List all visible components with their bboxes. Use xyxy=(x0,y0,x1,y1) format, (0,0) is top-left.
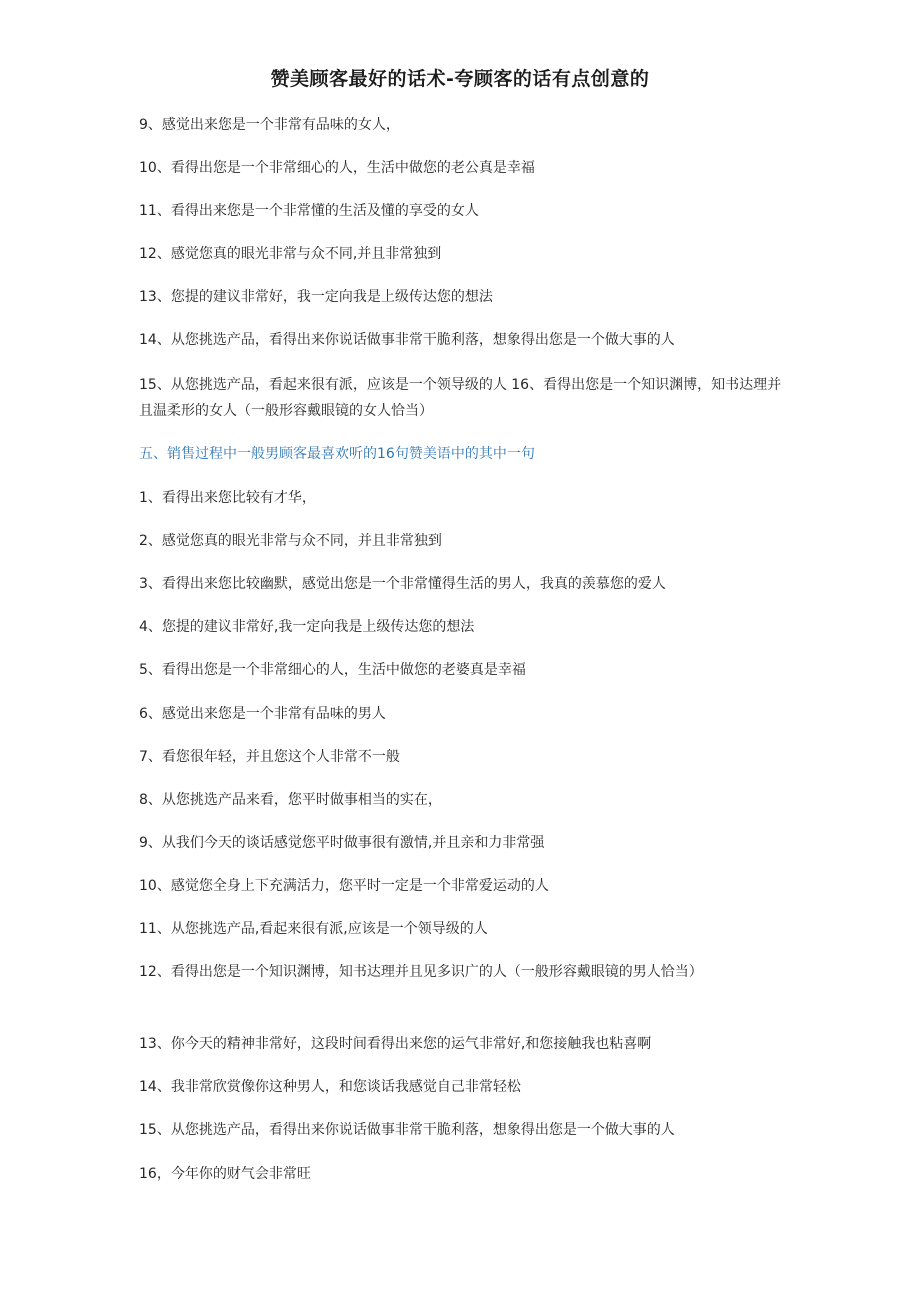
list-item: 8、从您挑选产品来看，您平时做事相当的实在， xyxy=(139,792,442,808)
list-item: 14、从您挑选产品，看得出来你说话做事非常干脆利落，想象得出您是一个做大事的人 xyxy=(139,332,675,348)
list-item: 4、您提的建议非常好,我一定向我是上级传达您的想法 xyxy=(139,619,475,635)
list-item: 15、从您挑选产品，看得出来你说话做事非常干脆利落，想象得出您是一个做大事的人 xyxy=(139,1122,675,1138)
list-item: 10、感觉您全身上下充满活力，您平时一定是一个非常爱运动的人 xyxy=(139,878,549,894)
list-item: 1、看得出来您比较有才华， xyxy=(139,490,316,506)
list-item: 9、感觉出来您是一个非常有品味的女人， xyxy=(139,117,400,133)
list-item: 15、从您挑选产品，看起来很有派，应该是一个领导级的人 16、看得出您是一个知识渊博，知书达理并且温柔形的女人（一般形容戴眼镜的女人恰当） xyxy=(139,377,782,419)
list-item: 10、看得出您是一个非常细心的人，生活中做您的老公真是幸福 xyxy=(139,160,535,176)
page-title: 赞美顾客最好的话术-夸顾客的话有点创意的 xyxy=(270,68,650,90)
list-item: 13、你今天的精神非常好，这段时间看得出来您的运气非常好,和您接触我也粘喜啊 xyxy=(139,1036,652,1052)
list-item: 5、看得出您是一个非常细心的人，生活中做您的老婆真是幸福 xyxy=(139,662,526,678)
section-heading: 五、销售过程中一般男顾客最喜欢听的16句赞美语中的其中一句 xyxy=(139,446,535,462)
list-item: 14、我非常欣赏像你这种男人，和您谈话我感觉自己非常轻松 xyxy=(139,1079,521,1095)
list-item: 6、感觉出来您是一个非常有品味的男人 xyxy=(139,706,386,722)
list-item: 3、看得出来您比较幽默，感觉出您是一个非常懂得生活的男人，我真的羡慕您的爱人 xyxy=(139,576,666,592)
list-item: 16，今年你的财气会非常旺 xyxy=(139,1166,311,1182)
list-item: 7、看您很年轻，并且您这个人非常不一般 xyxy=(139,749,400,765)
list-item: 12、看得出您是一个知识渊博，知书达理并且见多识广的人（一般形容戴眼镜的男人恰当） xyxy=(139,964,703,980)
list-item: 9、从我们今天的谈话感觉您平时做事很有激情,并且亲和力非常强 xyxy=(139,835,545,851)
list-item: 12、感觉您真的眼光非常与众不同,并且非常独到 xyxy=(139,246,442,262)
list-item: 11、从您挑选产品,看起来很有派,应该是一个领导级的人 xyxy=(139,921,488,937)
list-item: 2、感觉您真的眼光非常与众不同，并且非常独到 xyxy=(139,533,442,549)
list-item: 11、看得出来您是一个非常懂的生活及懂的享受的女人 xyxy=(139,203,479,219)
list-item: 13、您提的建议非常好，我一定向我是上级传达您的想法 xyxy=(139,289,493,305)
